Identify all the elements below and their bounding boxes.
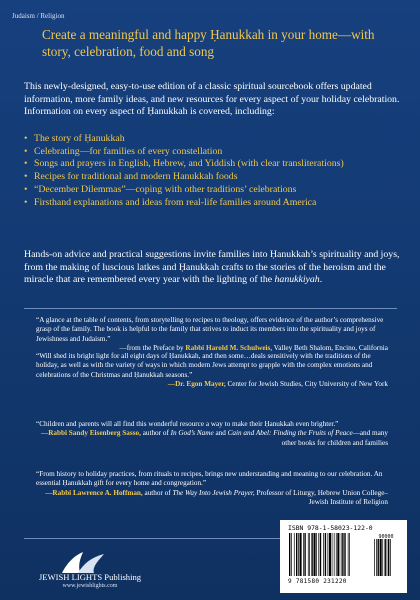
endorsement-quote (36, 420, 388, 448)
list-item: • Celebrating—for families of every constellation (24, 145, 223, 157)
quote-attribution: —from the Preface by Rabbi Harold M. Schulweis, Valley Beth Shalom, Encino, California (119, 343, 388, 352)
barcode-panel (280, 520, 407, 593)
bullet-icon: • (24, 183, 28, 195)
quote-text: “From history to holiday practices, from rituals to recipes, brings new understanding and meaning to our celebration. An essential Ḥanukkah gift for every home and congregation.” (36, 470, 383, 488)
feature-list (24, 133, 402, 209)
list-item: • The story of Ḥanukkah (24, 133, 125, 144)
price-code: 90000 (378, 534, 394, 540)
bullet-icon: • (24, 145, 28, 157)
quote-text: “Will shed its bright light for all eight days of Ḥanukkah, and then some…deals sensitively with the traditions of the holiday, as well as with the variety of ways in which modern Jews attempt to grapple with the complex emotions and celebrations of the Christmas and Ḥanukkah seasons.” (36, 352, 373, 379)
isbn: ISBN 978-1-58023-122-0 (288, 524, 373, 532)
barcode-digits: 9 781580 231220 (288, 578, 347, 585)
publisher-name: JEWISH LIGHTS Publishing (38, 572, 142, 582)
endorsement-quote (36, 352, 388, 389)
intro-paragraph: This newly-designed, easy-to-use edition of a classic spiritual sourcebook offers updated information, more family ideas, and new resources for every aspect of your holiday celebration. Information on every aspect of Ḥanukkah is covered, including: (24, 81, 400, 118)
divider (24, 308, 397, 309)
endorsement-quote (36, 470, 388, 507)
quote-attribution: —Rabbi Lawrence A. Hoffman, author of The Way Into Jewish Prayer, Professor of Liturgy, Hebrew Union College–Jewish Institute of Religion (45, 488, 388, 506)
list-item: • Recipes for traditional and modern Ḥanukkah foods (24, 171, 238, 183)
quote-text: “A glance at the table of contents, from storytelling to recipes to theology, offers evidence of the author’s comprehensive grasp of the family. The book is helpful to the family that strives to induct its members into the spirituality and joys of Jewishness and Judaism.” (36, 316, 384, 343)
bullet-icon: • (24, 158, 28, 170)
bullet-icon: • (24, 133, 28, 144)
list-item: • Songs and prayers in English, Hebrew, and Yiddish (with clear transliterations) (24, 158, 344, 170)
bullet-icon: • (24, 171, 28, 183)
list-item: • Firsthand explanations and ideas from real-life families around America (24, 196, 317, 208)
headline: Create a meaningful and happy Ḥanukkah in your home—with story, celebration, food and song (42, 27, 375, 59)
quote-attribution: —Rabbi Sandy Eisenberg Sasso, author of In God’s Name and Cain and Abel: Finding the Fruits of Peace—and many other books for children and families (41, 429, 388, 447)
list-item: • “December Dilemmas”—coping with other traditions’ celebrations (24, 183, 297, 195)
publisher-website: www.jewishlights.com (62, 583, 118, 589)
barcode-icon (288, 533, 400, 576)
description-paragraph: Hands-on advice and practical suggestions invite families into Ḥanukkah’s spirituality and joys, from the making of luscious latkes and Ḥanukkah crafts to the stories of the heroism and the miracle that are remembered every year with the lighting of the hanukkiyah. (24, 249, 400, 286)
quote-text: “Children and parents will all find this wonderful resource a way to make their Ḥanukkah even brighter.” (36, 420, 339, 428)
category-label: Judaism / Religion (12, 12, 65, 20)
quote-attribution: —Dr. Egon Mayer, Center for Jewish Studies, City University of New York (167, 379, 388, 388)
bullet-icon: • (24, 196, 28, 208)
endorsement-quote (36, 316, 388, 353)
